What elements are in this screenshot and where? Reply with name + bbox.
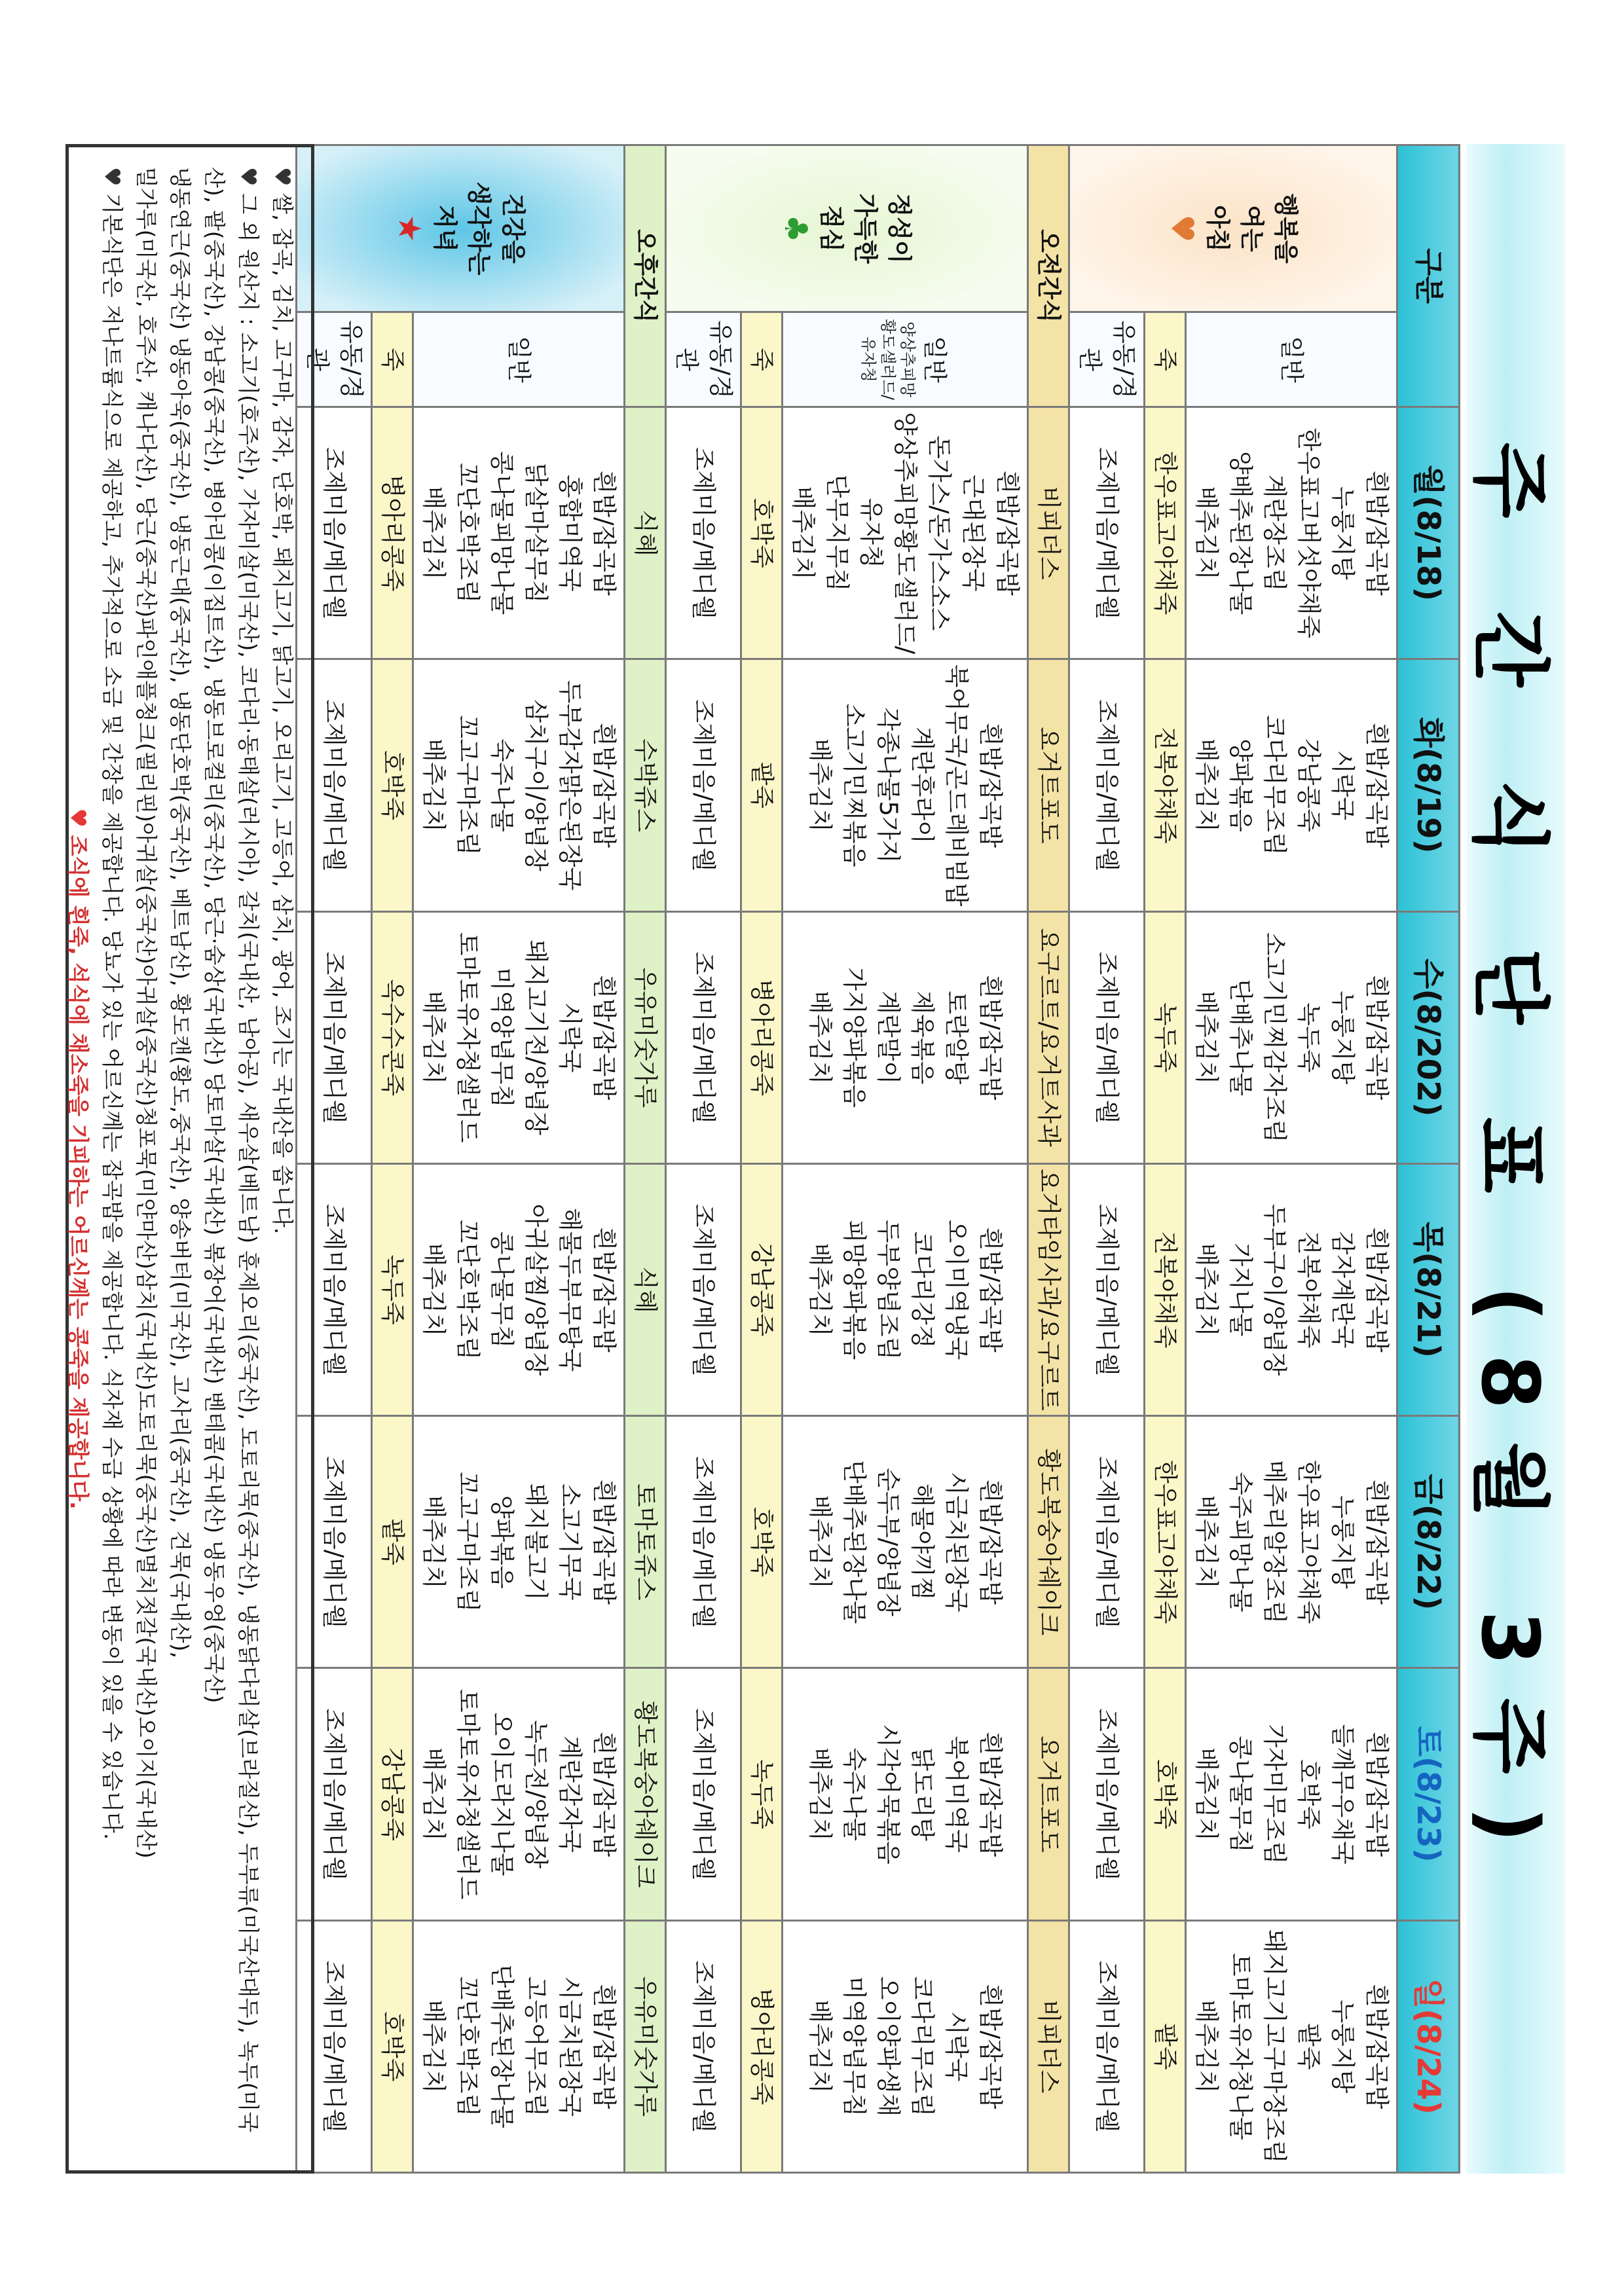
menu-item: 계란말이 xyxy=(874,991,902,1085)
dinner-menu-cell xyxy=(413,1668,625,1920)
menu-item: 소고기민찌볶음 xyxy=(840,703,868,867)
meal-label-line: 가득한 xyxy=(851,193,879,264)
menu-item: 꼬단호박조림 xyxy=(454,462,482,604)
menu-item: 배추김치 xyxy=(420,991,448,1085)
menu-item: 배추김치 xyxy=(806,1495,834,1589)
menu-item: 누룽지탕 xyxy=(1329,1495,1357,1589)
morning-juk-cell: 팥죽 xyxy=(1145,1920,1186,2172)
menu-item: 시락국 xyxy=(942,2011,970,2082)
menu-item: 토마토유자청샐러드 xyxy=(454,1688,482,1900)
menu-item: 가지나물 xyxy=(1227,1243,1255,1337)
menu-item: 콩나물무침 xyxy=(1227,1736,1255,1853)
lunch-menu-cell xyxy=(783,659,1028,911)
menu-item: 돼지고기고구마장조림 xyxy=(1261,1929,1289,2164)
meal-label-line: 아침 xyxy=(1204,205,1232,252)
day-header-wed: 수(8/202) xyxy=(1397,911,1460,1163)
dinner-juk-cell: 강남콩죽 xyxy=(372,1668,413,1920)
snack_am-cell: 요거트포도 xyxy=(1028,1668,1069,1920)
menu-item: 양상추피망황도샐러드/유자청 xyxy=(857,412,919,655)
dinner-menu-cell xyxy=(413,911,625,1163)
menu-item: 흰밥/잡곡밥 xyxy=(976,722,1005,848)
menu-item: 오이미역냉국 xyxy=(942,1219,970,1360)
snack_pm-cell: 수박쥬스 xyxy=(625,659,666,911)
snack_pm-cell: 우유미숫가루 xyxy=(625,1920,666,2172)
menu-item: 코다리무조림 xyxy=(908,1976,936,2117)
menu-item: 근대된장국 xyxy=(959,474,987,592)
snack_pm-cell: 황도복숭아쉐이크 xyxy=(625,1668,666,1920)
menu-item: 돈가스/돈가스소스 xyxy=(925,435,953,631)
menu-item: 배추김치 xyxy=(806,1747,834,1842)
lunch-menu-cell xyxy=(783,407,1028,659)
menu-item: 해물두부무탕국 xyxy=(556,1207,584,1372)
menu-item: 흰밥/잡곡밥 xyxy=(976,1984,1005,2109)
menu-item: 누룽지탕 xyxy=(1329,1999,1357,2094)
menu-item: 흰밥/잡곡밥 xyxy=(590,470,618,596)
morning-juk-row xyxy=(1145,145,1186,2173)
dinner-menu-cell xyxy=(413,407,625,659)
lunch-juk-cell: 팥죽 xyxy=(741,659,783,911)
menu-item: 팥죽 xyxy=(1295,2023,1323,2070)
lunch-menu-cell xyxy=(783,1668,1028,1920)
menu-item: 삼치구이/양념장 xyxy=(522,699,550,871)
menu-item: 흰밥/잡곡밥 xyxy=(976,1731,1005,1857)
lunch-yudong-cell: 조제미음/메디웰 xyxy=(666,1920,741,2172)
menu-item: 아귀살찜/양념장 xyxy=(522,1203,550,1376)
morning-menu-cell xyxy=(1186,1668,1397,1920)
morning-general-label: 일반 xyxy=(1186,312,1397,407)
note-origin: ♥ 그 외 원산지 : 소고기(호주산), 가자미살(미국산), 코다리·동태살(러시아), 갈치(국내산, 남아공), 새우살(베트남) 훈제오리(중국산), 도토리묵(중국산), 냉동닭다리살(브라질산), 두부류(미국산대두), 녹두(미국산), 팥(중국산), 강남콩(중국산), 병아리콩(이집트산), 냉동브로컬리(중국산), 당근·숨상(국내산) 당토마살(국내산) 볶장어(국내산) 벤테콤(국내산) 냉동우엉(중국산) xyxy=(202,167,261,2133)
menu-item: 메추리알장조림 xyxy=(1261,1460,1289,1624)
menu-item: 강남콩죽 xyxy=(1295,738,1323,832)
general-sub-note: 양상추피망황도샐러드/유자청 xyxy=(859,319,917,401)
dinner-yudong-cell: 조제미음/메디웰 xyxy=(297,1920,372,2172)
meal-label-line: 여는 xyxy=(1238,205,1266,252)
dinner-juk-label: 죽 xyxy=(372,312,413,407)
snack_pm-label: 오후간식 xyxy=(625,145,666,407)
lunch-yudong-cell: 조제미음/메디웰 xyxy=(666,407,741,659)
lunch-general-label: 일반 양상추피망황도샐러드/유자청 xyxy=(783,312,1028,407)
menu-item: 배추김치 xyxy=(1192,1999,1221,2094)
menu-item: 홍합미역국 xyxy=(556,474,584,592)
menu-item: 들깨무우채국 xyxy=(1329,1724,1357,1865)
note-origin-cont2: 밀가루(미국산, 호주산, 캐나다산), 당근(중국산)파인애플청크(필리핀)아귀살(중국산)아귀살(중국산)청포묵(미얀마산)삼치(국내산)도토리묵(중국산)멸치젓갈(국내산)오이지(국내산) xyxy=(134,167,159,1859)
morning-menu-cell xyxy=(1186,1163,1397,1415)
menu-item: 흰밥/잡곡밥 xyxy=(1363,1731,1391,1857)
dinner-juk-cell: 호박죽 xyxy=(372,659,413,911)
dinner-juk-cell: 옥수수콘죽 xyxy=(372,911,413,1163)
menu-item: 누룽지탕 xyxy=(1329,486,1357,580)
morning-yudong-cell: 조제미음/메디웰 xyxy=(1069,407,1145,659)
note-origin-cont: 냉동연근(중국산) 냉동아욱(중국산), 냉동근대(중국산), 냉동단호박(중국산), 베트남산), 황도캔(황도,중국산), 양송버터(미국산), 고사리(중국산), 건묵(국내산), xyxy=(168,167,193,1658)
menu-item: 녹두전/양념장 xyxy=(522,1720,550,1869)
menu-item: 꼬단호박조림 xyxy=(454,1976,482,2117)
menu-item: 가자미무조림 xyxy=(1261,1724,1289,1865)
day-header-sun: 일(8/24) xyxy=(1397,1920,1460,2172)
menu-item: 계란후라이 xyxy=(908,727,936,844)
morning-yudong-cell: 조제미음/메디웰 xyxy=(1069,659,1145,911)
dinner-menu-cell xyxy=(413,1163,625,1415)
lunch-juk-cell: 녹두죽 xyxy=(741,1668,783,1920)
dinner-menu-cell xyxy=(413,1416,625,1668)
menu-item: 배추김치 xyxy=(1192,1243,1221,1337)
menu-item: 시락국 xyxy=(556,1002,584,1073)
morning-juk-cell: 한우표고야채죽 xyxy=(1145,1416,1186,1668)
menu-item: 흰밥/잡곡밥 xyxy=(976,1479,1005,1605)
menu-item: 코다리강정 xyxy=(908,1231,936,1349)
menu-item: 꼬고구마조림 xyxy=(454,715,482,856)
dinner-general-label: 일반 xyxy=(413,312,625,407)
menu-item: 배추김치 xyxy=(420,486,448,580)
dinner-general-row xyxy=(413,145,625,2173)
snack_am-row xyxy=(1028,145,1069,2173)
heart-bullet-icon: ♥ xyxy=(100,167,125,194)
club-icon: ♣ xyxy=(777,214,814,243)
menu-item: 흰밥/잡곡밥 xyxy=(1363,1984,1391,2109)
menu-item: 콩나물피망나물 xyxy=(488,451,516,615)
menu-item: 배추김치 xyxy=(1192,1495,1221,1589)
dinner-yudong-cell: 조제미음/메디웰 xyxy=(297,1163,372,1415)
snack_pm-row xyxy=(625,145,666,2173)
menu-item: 고등어무조림 xyxy=(522,1976,550,2117)
menu-item: 오이양파생채 xyxy=(874,1976,902,2117)
menu-item: 단배추된장나물 xyxy=(488,1964,516,2128)
morning-yudong-label: 유동/경관 xyxy=(1069,312,1145,407)
menu-item: 호박죽 xyxy=(1295,1758,1323,1830)
menu-item: 해물야끼찜 xyxy=(908,1483,936,1601)
menu-item: 배추김치 xyxy=(789,486,817,580)
dinner-juk-cell: 병아리콩죽 xyxy=(372,407,413,659)
menu-item: 흰밥/잡곡밥 xyxy=(590,975,618,1101)
snack_am-cell: 비피더스 xyxy=(1028,1920,1069,2172)
menu-item: 닭도리탕 xyxy=(908,1747,936,1842)
lunch-juk-label: 죽 xyxy=(741,312,783,407)
header-corner: 구분 xyxy=(1397,145,1460,407)
dinner-yudong-cell: 조제미음/메디웰 xyxy=(297,1416,372,1668)
page-title: 주 간 식 단 표 (8월 3주) xyxy=(1467,144,1565,2174)
menu-item: 흰밥/잡곡밥 xyxy=(976,1227,1005,1353)
morning-yudong-cell: 조제미음/메디웰 xyxy=(1069,1416,1145,1668)
morning-menu-cell xyxy=(1186,911,1397,1163)
menu-item: 단무지무침 xyxy=(823,474,851,592)
menu-item: 흰밥/잡곡밥 xyxy=(1363,722,1391,848)
notes-box xyxy=(65,144,314,2174)
menu-item: 녹두죽 xyxy=(1295,1002,1323,1073)
lunch-yudong-cell: 조제미음/메디웰 xyxy=(666,1163,741,1415)
note-domestic: ♥ 쌀, 잡곡, 김치, 고구마, 감자, 단호박, 돼지고기, 닭고기, 오리고기, 고등어, 삼치, 광어, 조기는 국내산을 씁니다. xyxy=(270,167,295,1235)
lunch-yudong-label: 유동/경관 xyxy=(666,312,741,407)
menu-item: 단배추나물 xyxy=(1227,979,1255,1097)
lunch-menu-cell xyxy=(783,1416,1028,1668)
dinner-menu-cell xyxy=(413,659,625,911)
lunch-menu-cell xyxy=(783,1920,1028,2172)
menu-item: 배추김치 xyxy=(806,991,834,1085)
menu-item: 소고기민찌감자조림 xyxy=(1261,932,1289,1143)
meal-label-line: 건강을 xyxy=(499,193,527,264)
morning-yudong-cell: 조제미음/메디웰 xyxy=(1069,1163,1145,1415)
morning-yudong-row xyxy=(1069,145,1145,2173)
morning-juk-cell: 전복야채죽 xyxy=(1145,1163,1186,1415)
menu-item: 전복야채죽 xyxy=(1295,1231,1323,1349)
menu-item: 한우표고버섯야채죽 xyxy=(1295,428,1323,638)
day-header-sat: 토(8/23) xyxy=(1397,1668,1460,1920)
morning-general-row xyxy=(1186,145,1397,2173)
menu-item: 한우표고야채죽 xyxy=(1295,1460,1323,1624)
menu-item: 배추김치 xyxy=(420,1747,448,1842)
morning-juk-label: 죽 xyxy=(1145,312,1186,407)
menu-item: 배추김치 xyxy=(1192,991,1221,1085)
day-header-fri: 금(8/22) xyxy=(1397,1416,1460,1668)
menu-item: 숙주나물 xyxy=(488,738,516,832)
dinner-yudong-cell: 조제미음/메디웰 xyxy=(297,659,372,911)
lunch-yudong-cell: 조제미음/메디웰 xyxy=(666,911,741,1163)
morning-label xyxy=(1069,145,1397,312)
meal-label-line: 점심 xyxy=(817,205,845,252)
morning-yudong-cell: 조제미음/메디웰 xyxy=(1069,1668,1145,1920)
menu-item: 배추김치 xyxy=(1192,486,1221,580)
menu-item: 배추김치 xyxy=(420,1495,448,1589)
dinner-label xyxy=(297,145,625,312)
menu-item: 시락국 xyxy=(1329,750,1357,821)
menu-item: 흰밥/잡곡밥 xyxy=(1363,470,1391,596)
note-lowsodium: ♥ 기본식단은 저나트륨식으로 제공하고, 추가적으로 소금 및 간장을 제공합니다. 당뇨가 있는 어르신께는 잡곡밥을 제공합니다. 식자재 수급 상황에 따라 변동이 있을 수 있습니다. xyxy=(100,167,125,1840)
dinner-yudong-label: 유동/경관 xyxy=(297,312,372,407)
menu-item: 흰밥/잡곡밥 xyxy=(590,1479,618,1605)
menu-item: 누룽지탕 xyxy=(1329,991,1357,1085)
snack_am-label: 오전간식 xyxy=(1028,145,1069,407)
lunch-menu-cell xyxy=(783,911,1028,1163)
menu-item: 배추김치 xyxy=(1192,1747,1221,1842)
day-header-thu: 목(8/21) xyxy=(1397,1163,1460,1415)
lunch-juk-row xyxy=(741,145,783,2173)
menu-item: 콩나물무침 xyxy=(488,1231,516,1349)
menu-item: 배추김치 xyxy=(806,1243,834,1337)
menu-item: 토마토유자청샐러드 xyxy=(454,932,482,1143)
menu-item: 흰밥/잡곡밥 xyxy=(1363,975,1391,1101)
lunch-juk-cell: 병아리콩죽 xyxy=(741,1920,783,2172)
menu-item: 두부감자맑은된장국 xyxy=(556,680,584,891)
dinner-yudong-cell: 조제미음/메디웰 xyxy=(297,911,372,1163)
menu-item: 배추김치 xyxy=(420,1999,448,2094)
note-juk: ♥ 조식에 흰죽, 석식에 채소죽을 기피하는 어르신께는 콩죽을 제공합니다. xyxy=(65,808,91,1510)
menu-item: 흰밥/잡곡밥 xyxy=(1363,1479,1391,1605)
menu-item: 미역양념무침 xyxy=(488,967,516,1108)
menu-item: 양배추된장나물 xyxy=(1227,451,1255,615)
dinner-yudong-cell: 조제미음/메디웰 xyxy=(297,1668,372,1920)
lunch-juk-cell: 호박죽 xyxy=(741,1416,783,1668)
lunch-juk-cell: 강남콩죽 xyxy=(741,1163,783,1415)
menu-item: 꼬단호박조림 xyxy=(454,1219,482,1360)
dinner-menu-cell xyxy=(413,1920,625,2172)
menu-item: 계란장조림 xyxy=(1261,474,1289,592)
menu-item: 토마토유자청나물 xyxy=(1227,1952,1255,2140)
snack_am-cell: 황도복숭아쉐이크 xyxy=(1028,1416,1069,1668)
lunch-yudong-cell: 조제미음/메디웰 xyxy=(666,1416,741,1668)
menu-item: 배추김치 xyxy=(806,1999,834,2094)
dinner-juk-cell: 팥죽 xyxy=(372,1416,413,1668)
menu-item: 미역양념무침 xyxy=(840,1976,868,2117)
heart-icon: ♥ xyxy=(1164,214,1200,243)
menu-item: 계란감자국 xyxy=(556,1736,584,1853)
morning-juk-cell: 녹두죽 xyxy=(1145,911,1186,1163)
snack_am-cell: 요거트포도 xyxy=(1028,659,1069,911)
heart-bullet-icon: ♥ xyxy=(270,167,295,194)
lunch-yudong-cell: 조제미음/메디웰 xyxy=(666,659,741,911)
meal-label-line: 생각하는 xyxy=(465,181,493,276)
dinner-yudong-cell: 조제미음/메디웰 xyxy=(297,407,372,659)
menu-item: 흰밥/잡곡밥 xyxy=(1363,1227,1391,1353)
morning-juk-cell: 호박죽 xyxy=(1145,1668,1186,1920)
lunch-label xyxy=(666,145,1028,312)
menu-item: 시금치된장국 xyxy=(556,1976,584,2117)
menu-item: 돼지고기전/양념장 xyxy=(522,939,550,1135)
snack_pm-cell: 식혜 xyxy=(625,1163,666,1415)
morning-yudong-cell: 조제미음/메디웰 xyxy=(1069,1920,1145,2172)
snack_pm-cell: 식혜 xyxy=(625,407,666,659)
dinner-juk-row xyxy=(372,145,413,2173)
menu-item: 흰밥/잡곡밥 xyxy=(976,975,1005,1101)
menu-item: 흰밥/잡곡밥 xyxy=(590,722,618,848)
menu-item: 코다리무조림 xyxy=(1261,715,1289,856)
lunch-juk-cell: 병아리콩죽 xyxy=(741,911,783,1163)
menu-body xyxy=(297,145,1397,2173)
menu-item: 소고기무국 xyxy=(556,1483,584,1601)
menu-item: 닭살마살무침 xyxy=(522,462,550,604)
menu-item: 북어미역국 xyxy=(942,1736,970,1853)
menu-item: 제육볶음 xyxy=(908,991,936,1085)
morning-juk-cell: 한우표고야채죽 xyxy=(1145,407,1186,659)
menu-item: 돼지불고기 xyxy=(522,1483,550,1601)
lunch-yudong-row xyxy=(666,145,741,2173)
morning-menu-cell xyxy=(1186,407,1397,659)
morning-menu-cell xyxy=(1186,1920,1397,2172)
menu-item: 단배추된장나물 xyxy=(840,1460,868,1624)
lunch-juk-cell: 호박죽 xyxy=(741,407,783,659)
menu-item: 순두부/양념장 xyxy=(874,1467,902,1616)
lunch-general-row xyxy=(783,145,1028,2173)
weekly-menu-table xyxy=(295,144,1460,2174)
menu-item: 오이도라지나물 xyxy=(488,1712,516,1876)
menu-item: 흰밥/잡곡밥 xyxy=(590,1984,618,2109)
menu-item: 배추김치 xyxy=(420,738,448,832)
morning-menu-cell xyxy=(1186,1416,1397,1668)
snack_am-cell: 요구르트/요거트사과 xyxy=(1028,911,1069,1163)
menu-item: 가지양파볶음 xyxy=(840,967,868,1108)
header-row xyxy=(1397,145,1460,2173)
menu-item: 각종나물5가지 xyxy=(874,707,902,864)
menu-item: 꼬고구마조림 xyxy=(454,1472,482,1613)
snack_pm-cell: 우유미숫가루 xyxy=(625,911,666,1163)
menu-item: 시각어묵볶음 xyxy=(874,1724,902,1865)
day-header-tue: 화(8/19) xyxy=(1397,659,1460,911)
morning-juk-cell: 전복야채죽 xyxy=(1145,659,1186,911)
star-icon: ★ xyxy=(391,214,428,243)
meal-label-line: 저녁 xyxy=(431,205,459,252)
dinner-juk-cell: 녹두죽 xyxy=(372,1163,413,1415)
menu-item: 배추김치 xyxy=(806,738,834,832)
menu-item: 배추김치 xyxy=(420,1243,448,1337)
menu-item: 토란알탕 xyxy=(942,991,970,1085)
snack_am-cell: 요거타임사과/요구르트 xyxy=(1028,1163,1069,1415)
menu-item: 양파볶음 xyxy=(488,1495,516,1589)
menu-item: 숙주나물 xyxy=(840,1747,868,1842)
morning-yudong-cell: 조제미음/메디웰 xyxy=(1069,911,1145,1163)
menu-item: 북어무국/곤드레비빔밥 xyxy=(942,664,970,907)
menu-item: 흰밥/잡곡밥 xyxy=(993,470,1022,596)
menu-item: 흰밥/잡곡밥 xyxy=(590,1731,618,1857)
menu-item: 감자계란국 xyxy=(1329,1231,1357,1349)
menu-item: 두부양념조림 xyxy=(874,1219,902,1360)
lunch-yudong-cell: 조제미음/메디웰 xyxy=(666,1668,741,1920)
heart-bullet-icon: ♥ xyxy=(236,167,261,194)
menu-item: 흰밥/잡곡밥 xyxy=(590,1227,618,1353)
meal-label-line: 행복을 xyxy=(1272,193,1300,264)
dinner-juk-cell: 호박죽 xyxy=(372,1920,413,2172)
menu-item: 양파볶음 xyxy=(1227,738,1255,832)
menu-item: 두부구이/양념장 xyxy=(1261,1203,1289,1376)
menu-item: 시금치된장국 xyxy=(942,1472,970,1613)
menu-item: 배추김치 xyxy=(1192,738,1221,832)
menu-item: 숙주피망나물 xyxy=(1227,1472,1255,1613)
morning-menu-cell xyxy=(1186,659,1397,911)
snack_am-cell: 비피더스 xyxy=(1028,407,1069,659)
snack_pm-cell: 토마토쥬스 xyxy=(625,1416,666,1668)
lunch-menu-cell xyxy=(783,1163,1028,1415)
menu-item: 피망양파볶음 xyxy=(840,1219,868,1360)
heart-bullet-icon: ♥ xyxy=(65,808,91,835)
day-header-mon: 월(8/18) xyxy=(1397,407,1460,659)
meal-label-line: 정성이 xyxy=(885,193,913,264)
